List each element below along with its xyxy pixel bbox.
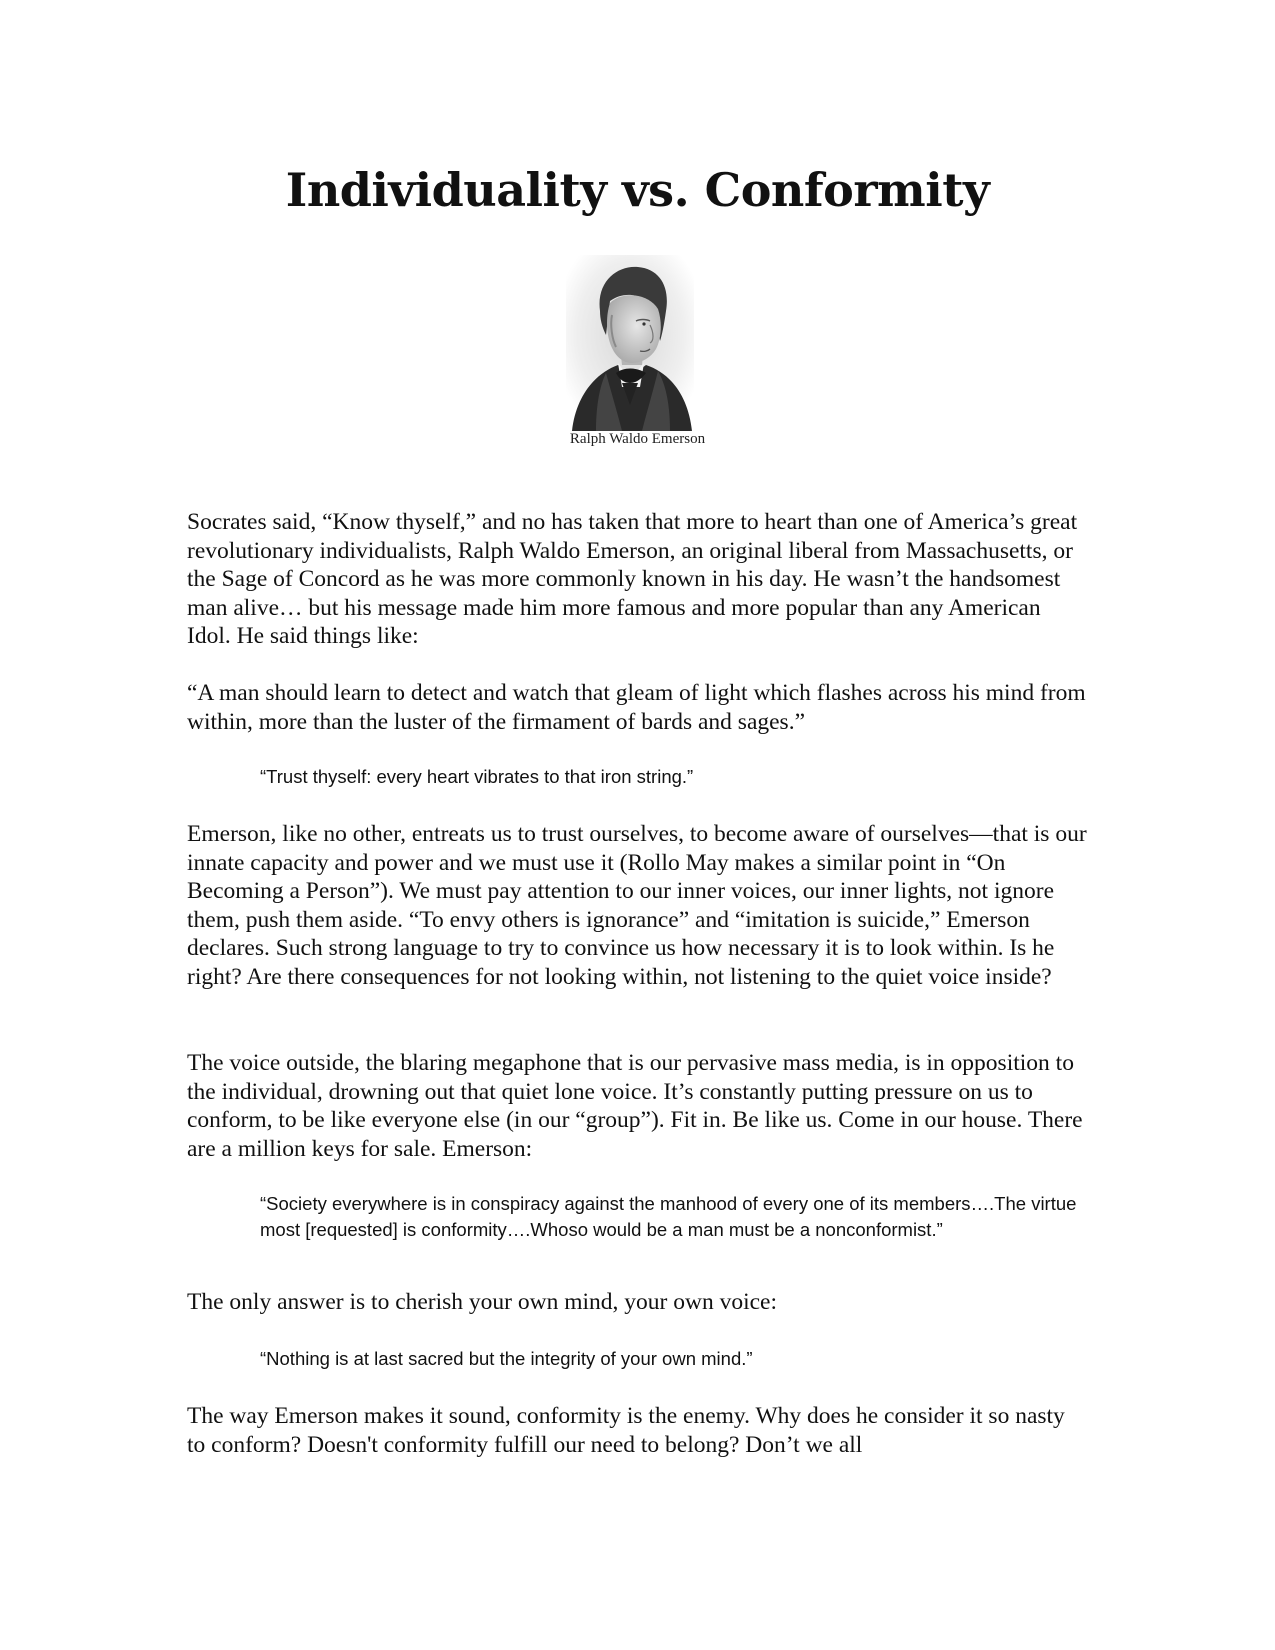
paragraph-conformity-enemy: The way Emerson makes it sound, conformity is the enemy. Why does he consider it so nasty to conform? Doesn't conformity fulfill our need to belong? Don’t we all bbox=[187, 1403, 1065, 1458]
paragraph-quote-light: “A man should learn to detect and watch that gleam of light which flashes across his mind from within, more than the luster of the firmament of bards and sages.” bbox=[187, 680, 1086, 735]
block-quote-society: “Society everywhere is in conspiracy against the manhood of every one of its members….The virtue most [requested] is conformity….Whoso would be a man must be a nonconformist.” bbox=[260, 1193, 1077, 1240]
paragraph-voice-outside: The voice outside, the blaring megaphone that is our pervasive mass media, is in opposition to the individual, drowning out that quiet lone voice. It’s constantly putting pressure on us to conform, to be like everyone else (in our “group”). Fit in. Be like us. Come in our house. There are a million keys for sale. Emerson: bbox=[187, 1050, 1083, 1162]
paragraph-intro: Socrates said, “Know thyself,” and no has taken that more to heart than one of America’s great revolutionary individualists, Ralph Waldo Emerson, an original liberal from Massachusetts, or the Sage of Concord as he was more commonly known in his day. He wasn’t the handsomest man alive… but his message made him more famous and more popular than any American Idol. He said things like: bbox=[187, 509, 1078, 650]
image-caption: Ralph Waldo Emerson bbox=[569, 431, 706, 447]
block-quote-trust: “Trust thyself: every heart vibrates to that iron string.” bbox=[260, 766, 694, 787]
page-title: Individuality vs. Conformity bbox=[285, 163, 990, 217]
paragraph-trust-ourselves: Emerson, like no other, entreats us to trust ourselves, to become aware of ourselves—that is our innate capacity and power and we must use it (Rollo May makes a similar point in “On Becoming a Person”). We must pay attention to our inner voices, our inner lights, not ignore them, push them aside. “To envy others is ignorance” and “imitation is suicide,” Emerson declares. Such strong language to try to convince us how necessary it is to look within. Is he right? Are there consequences for not looking within, not listening to the quiet voice inside? bbox=[187, 821, 1087, 990]
block-quote-integrity: “Nothing is at last sacred but the integrity of your own mind.” bbox=[260, 1348, 753, 1369]
emerson-portrait bbox=[566, 255, 694, 431]
paragraph-only-answer: The only answer is to cherish your own mind, your own voice: bbox=[187, 1289, 778, 1315]
